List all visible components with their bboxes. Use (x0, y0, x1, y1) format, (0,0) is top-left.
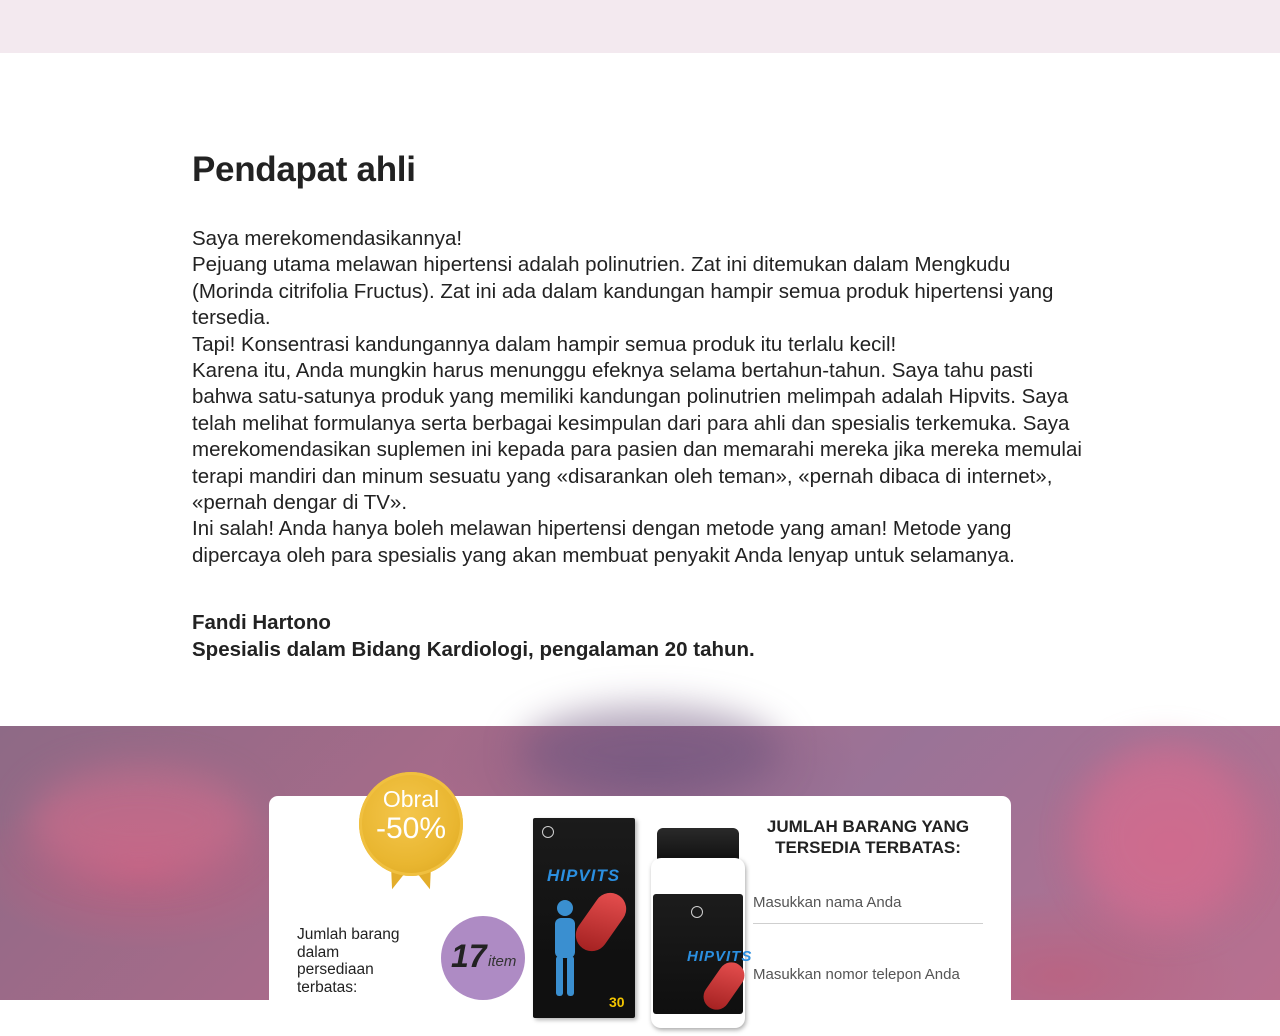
bottle-label (653, 894, 753, 1014)
bottle-brand: HIPVITS (687, 948, 753, 965)
name-input[interactable] (753, 888, 983, 924)
order-section (0, 726, 1280, 1010)
form-title: JUMLAH BARANG YANG TERSEDIA TERBATAS: (766, 817, 970, 857)
expert-paragraph: Pejuang utama melawan hipertensi adalah polinutrien. Zat ini ditemukan dalam Mengkudu (Morinda citrifolia Fructus). Zat ini ada dalam kandungan hampir semua produk hipertensi yang tersedia. (192, 253, 1054, 330)
expert-paragraph: Karena itu, Anda mungkin harus menunggu efeknya selama bertahun-tahun. Saya tahu pasti bahwa satu-satunya produk yang memiliki kandungan polinutrien melimpah adalah Hipvits. Saya telah melihat formulanya serta berbagai kesimpulan dari para ahli dan spesialis terkemuka. Saya merekomendasikan suplemen ini kepada para pasien dan memarahi mereka jika mereka memulai terapi mandiri dan minum sesuatu yang «disarankan oleh teman», «pernah dibaca di internet», «pernah dengar di TV». (192, 359, 1082, 515)
sale-badge (359, 772, 463, 904)
expert-paragraph: Saya merekomendasikannya! (192, 227, 463, 250)
section-title: Pendapat ahli (192, 150, 416, 189)
stock-count: 17 (451, 938, 487, 974)
badge-label: Obral (382, 786, 440, 812)
product-box (533, 818, 635, 1018)
background-blur-shape (30, 766, 250, 876)
stock-label: Jumlah barang dalam persediaan terbatas: (297, 926, 400, 996)
capsule-icon (698, 957, 749, 1015)
human-figure-icon (547, 898, 583, 998)
badge-discount: -50% (375, 812, 447, 845)
phone-input[interactable] (753, 960, 983, 995)
stock-counter (441, 916, 525, 1000)
product-image (531, 816, 751, 1036)
box-count: 30 (609, 994, 625, 1010)
top-band (0, 0, 1280, 53)
author-title: Spesialis dalam Bidang Kardiologi, pengalaman 20 tahun. (192, 638, 755, 662)
author-name: Fandi Hartono (192, 611, 331, 635)
emblem-icon (542, 826, 554, 838)
expert-signature (192, 609, 1092, 663)
bottle-cap (657, 828, 739, 860)
background-blur-shape (1080, 746, 1250, 926)
background-blur-shape (520, 706, 780, 796)
bottle-body (651, 858, 753, 1028)
order-card (269, 786, 1011, 1036)
expert-text (192, 226, 1092, 569)
stock-unit: item (488, 953, 517, 970)
emblem-icon (691, 906, 703, 918)
box-brand: HIPVITS (547, 866, 621, 885)
order-form (753, 816, 983, 995)
expert-paragraph: Ini salah! Anda hanya boleh melawan hipertensi dengan metode yang aman! Metode yang dipercaya oleh para spesialis yang akan membuat penyakit Anda lenyap untuk selamanya. (192, 517, 1015, 567)
expert-paragraph: Tapi! Konsentrasi kandungannya dalam hampir semua produk itu terlalu kecil! (192, 332, 897, 356)
expert-opinion-section (192, 150, 1092, 663)
product-bottle (651, 828, 753, 1028)
